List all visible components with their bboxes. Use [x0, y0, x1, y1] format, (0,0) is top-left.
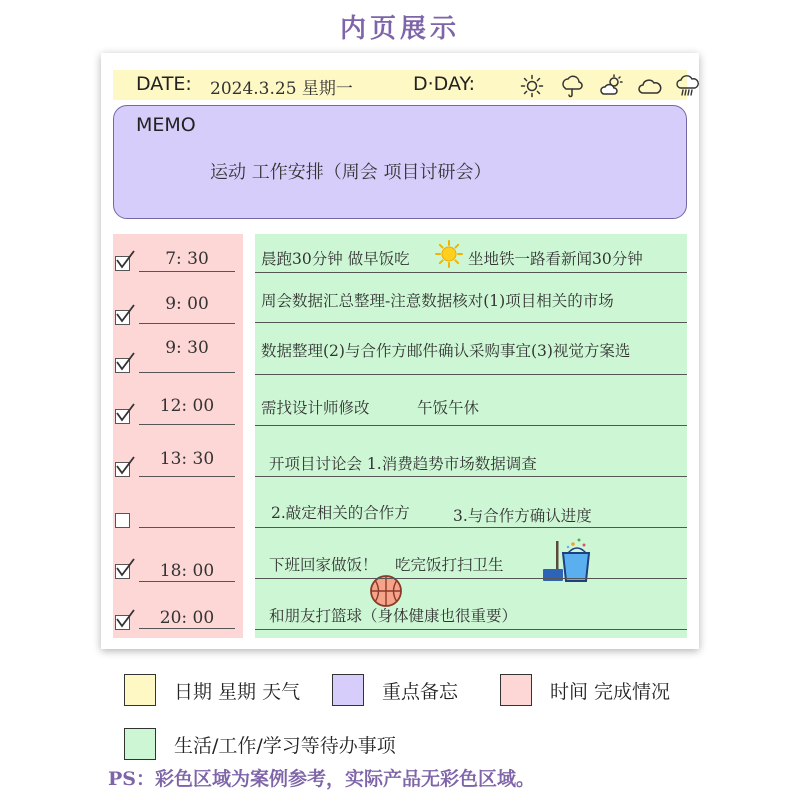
dday-label: D·DAY:: [413, 73, 475, 95]
time-row: [113, 386, 243, 439]
done-checkbox[interactable]: [115, 513, 130, 528]
page-heading: 内页展示: [339, 14, 460, 44]
legend-swatch: [124, 674, 156, 706]
task-row: [255, 528, 687, 579]
task-row: [255, 323, 687, 375]
time-row: [113, 539, 243, 592]
task-text: 午饭午休: [417, 399, 480, 417]
checkmark-icon: [115, 558, 135, 578]
task-text: 开项目讨论会 1.消费趋势市场数据调查: [269, 455, 537, 473]
memo-box: [113, 105, 687, 219]
task-row: [255, 234, 687, 273]
task-row: [255, 579, 687, 630]
sunny-icon: [520, 74, 544, 98]
time-row: [113, 437, 243, 490]
time-row: [113, 590, 243, 643]
done-checkbox[interactable]: [115, 564, 130, 579]
checkmark-icon: [115, 304, 135, 324]
time-row: [113, 234, 243, 287]
time-row: [113, 488, 243, 541]
cloudy-icon: [638, 74, 662, 98]
checkmark-icon: [115, 352, 135, 372]
legend-item-tasks: [124, 728, 396, 760]
memo-label: MEMO: [136, 114, 196, 136]
time-value: 9: 30: [165, 338, 209, 358]
task-text: 3.与合作方确认进度: [453, 507, 592, 525]
legend-label: 时间 完成情况: [550, 680, 671, 703]
task-text: 2.敲定相关的合作方: [271, 504, 410, 522]
time-value: 9: 00: [165, 294, 209, 314]
time-underline: [139, 628, 235, 629]
time-value: 12: 00: [159, 396, 215, 416]
legend-item-date: [124, 674, 300, 706]
time-value: 7: 30: [165, 249, 209, 269]
time-underline: [139, 581, 235, 582]
task-text: 晨跑30分钟 做早饭吃: [261, 250, 410, 268]
legend-swatch: [500, 674, 532, 706]
planner-sheet: [101, 53, 699, 649]
task-text: 数据整理(2)与合作方邮件确认采购事宜(3)视觉方案选: [261, 342, 631, 360]
date-label: DATE:: [136, 73, 192, 95]
done-checkbox[interactable]: [115, 615, 130, 630]
time-underline: [139, 527, 235, 528]
partly-cloudy-icon: [600, 74, 624, 98]
time-underline: [139, 323, 235, 324]
done-checkbox[interactable]: [115, 256, 130, 271]
legend-label: 日期 星期 天气: [174, 680, 301, 703]
task-row: [255, 273, 687, 323]
time-value: 20: 00: [159, 608, 215, 628]
date-bar: [113, 70, 687, 100]
task-text: 和朋友打篮球（身体健康也很重要）: [269, 607, 518, 625]
task-text: 周会数据汇总整理-注意数据核对(1)项目相关的市场: [261, 292, 614, 310]
task-row: [255, 426, 687, 477]
heavy-rain-icon: [676, 74, 700, 98]
time-underline: [139, 424, 235, 425]
legend-label: 生活/工作/学习等待办事项: [174, 734, 396, 757]
checkmark-icon: [115, 250, 135, 270]
task-text: 吃完饭打扫卫生: [395, 556, 504, 574]
time-row: [113, 285, 243, 338]
done-checkbox[interactable]: [115, 310, 130, 325]
checkmark-icon: [115, 403, 135, 423]
time-row: [113, 335, 243, 388]
time-underline: [139, 372, 235, 373]
task-row: [255, 375, 687, 426]
legend-label: 重点备忘: [382, 680, 459, 703]
task-underline: [255, 629, 687, 630]
checkmark-icon: [115, 609, 135, 629]
checkmark-icon: [115, 456, 135, 476]
task-text: 下班回家做饭！: [269, 556, 378, 574]
done-checkbox[interactable]: [115, 358, 130, 373]
task-text: 需找设计师修改: [261, 399, 370, 417]
rain-icon: [560, 74, 584, 98]
date-value: 2024.3.25 星期一: [210, 79, 353, 99]
done-checkbox[interactable]: [115, 462, 130, 477]
done-checkbox[interactable]: [115, 409, 130, 424]
legend-swatch: [124, 728, 156, 760]
memo-text: 运动 工作安排（周会 项目讨研会）: [210, 162, 492, 183]
legend-item-time: [500, 674, 670, 706]
legend-item-memo: [332, 674, 458, 706]
task-row: [255, 477, 687, 528]
time-value: 18: 00: [159, 561, 215, 581]
time-underline: [139, 476, 235, 477]
task-text: 坐地铁一路看新闻30分钟: [468, 250, 643, 268]
time-underline: [139, 271, 235, 272]
legend-swatch: [332, 674, 364, 706]
time-value: 13: 30: [159, 449, 215, 469]
footnote: PS：彩色区域为案例参考，实际产品无彩色区域。: [108, 768, 536, 790]
